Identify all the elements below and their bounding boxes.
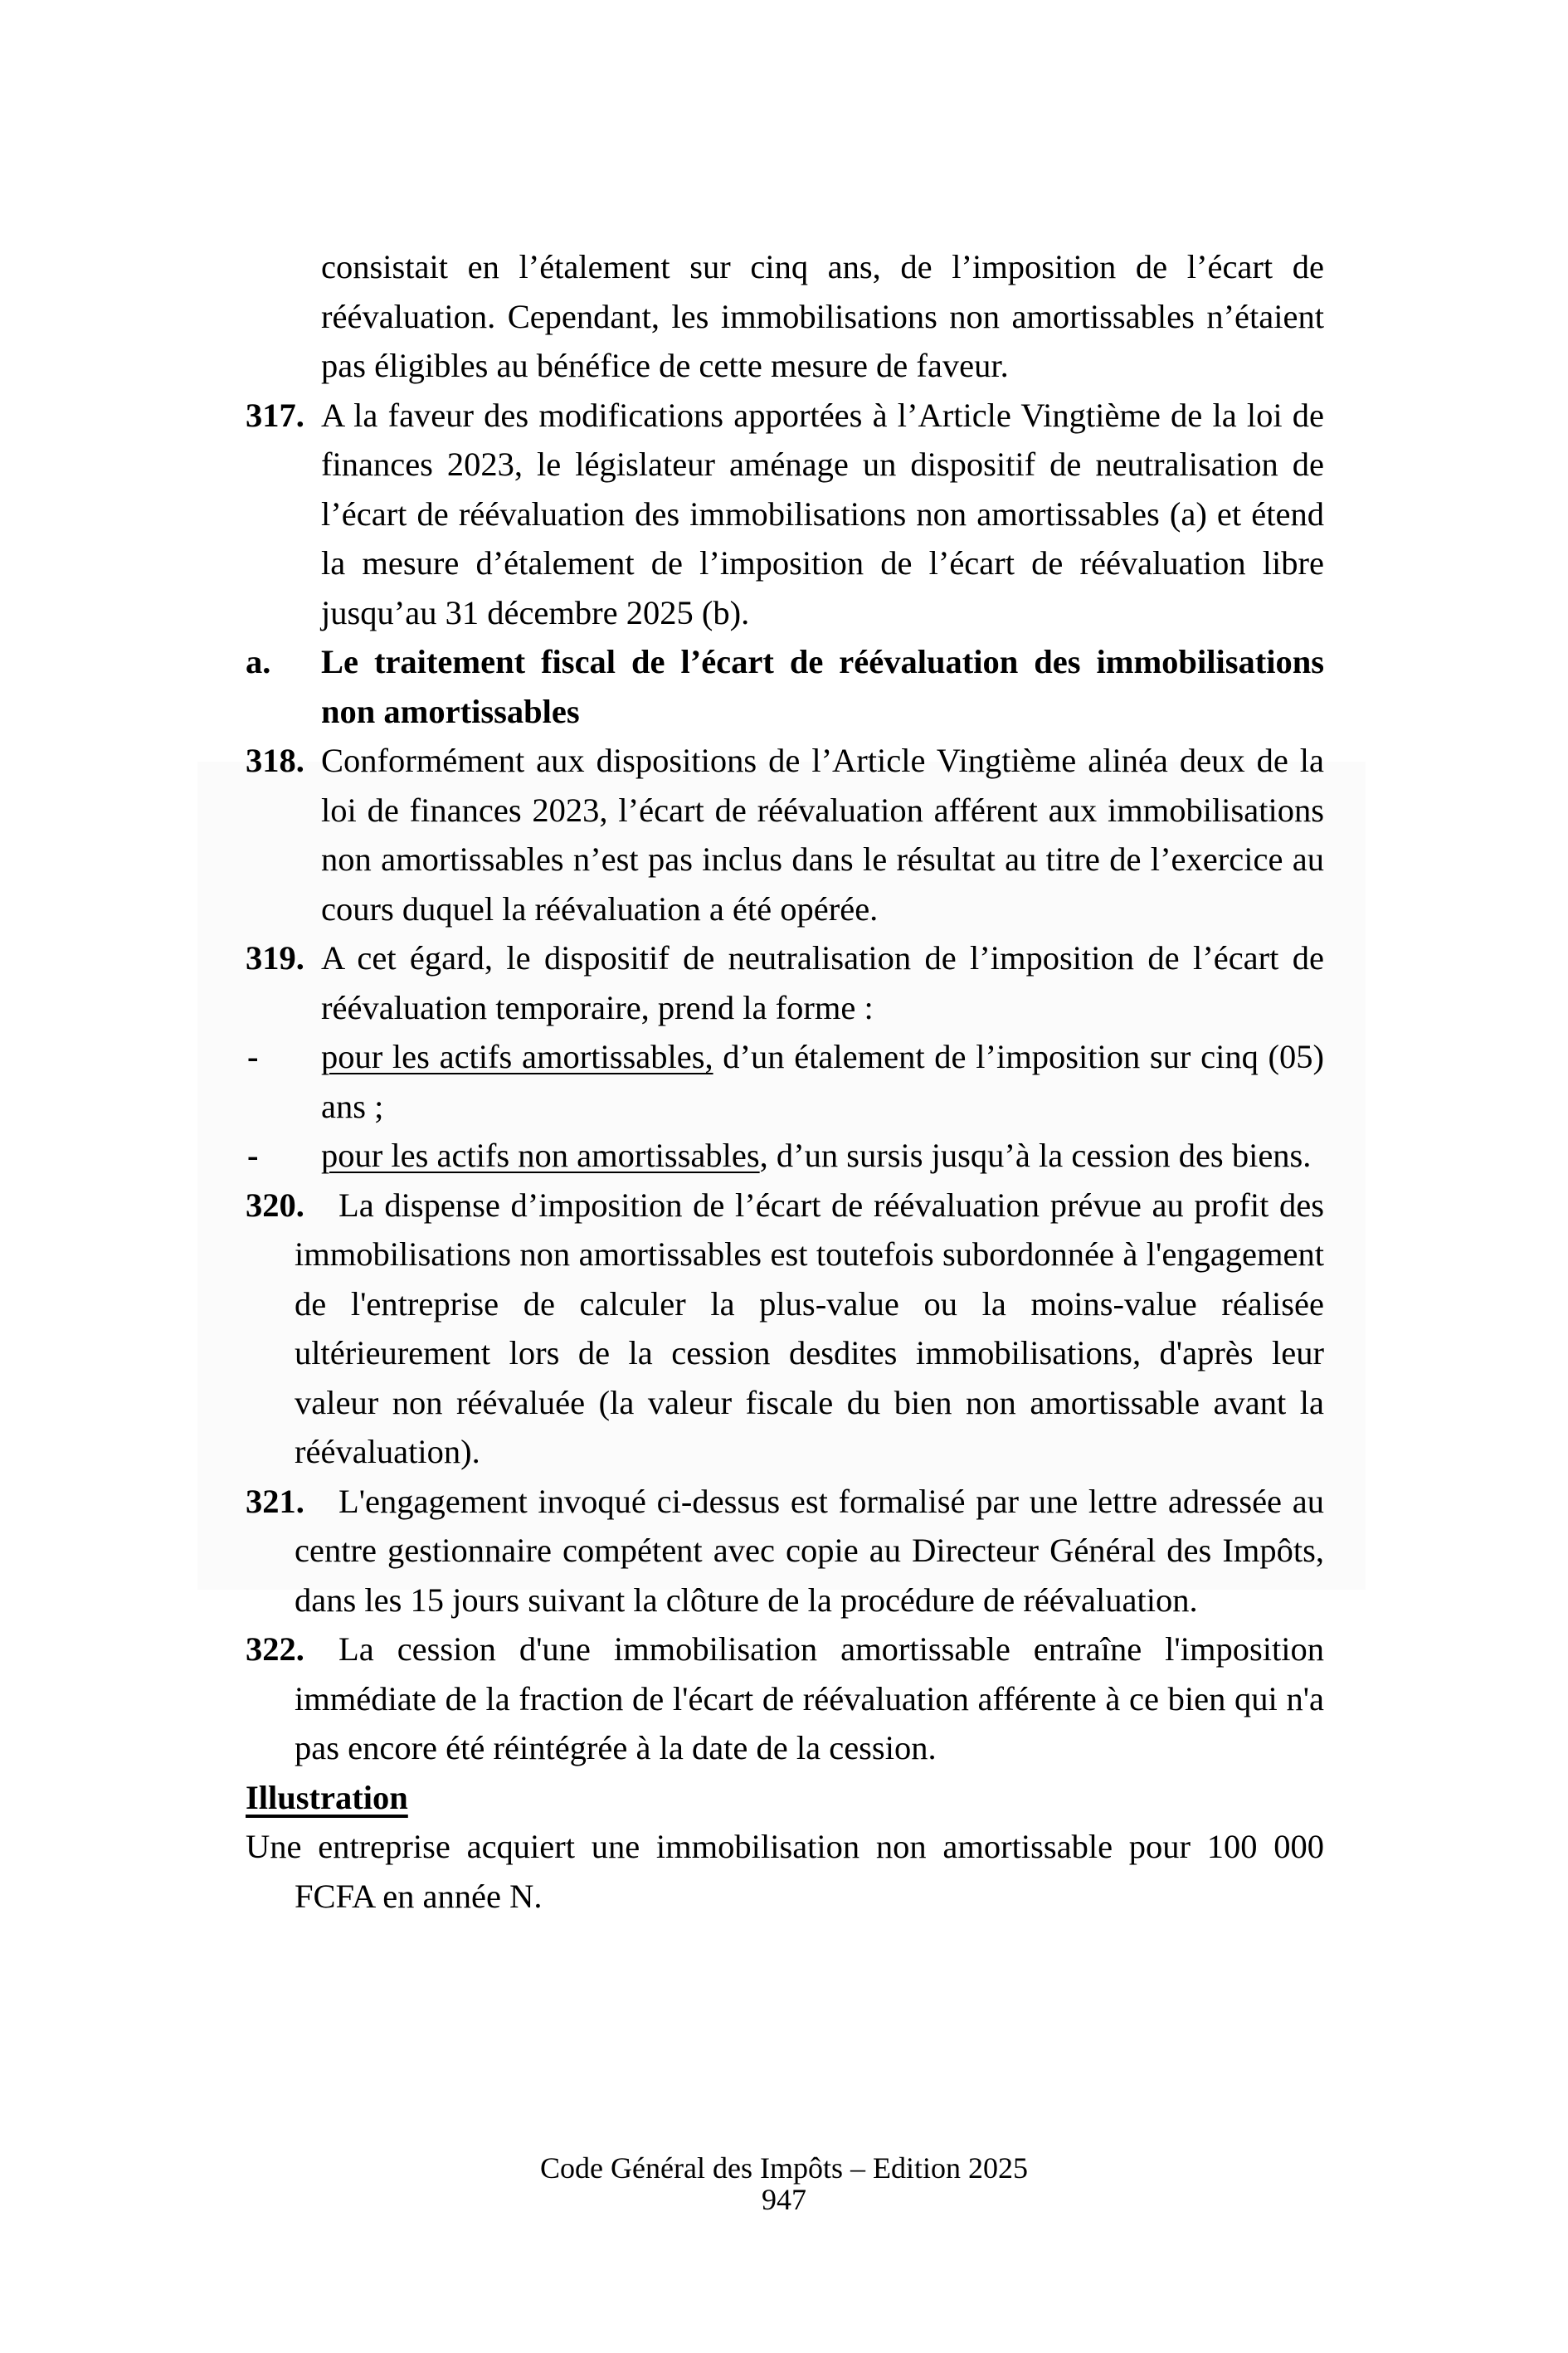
paragraph-text: La dispense d’imposition de l’écart de réévaluation prévue au profit des immobilisations non amortissables est toutefois subordonnée à l'engagement de l'entreprise de calculer la plus-value ou la moins-value réalisée ultérieurement lors de la cession desdites immobilisations, d'après leur valeur non réévaluée (la valeur fiscale du bien non amortissable avant la réévaluation).: [295, 1186, 1324, 1470]
paragraph-318: [246, 736, 1324, 933]
page-footer: [0, 2152, 1568, 2215]
paragraph-text: L'engagement invoqué ci-dessus est formalisé par une lettre adressée au centre gestionnaire compétent avec copie au Directeur Général des Impôts, dans les 15 jours suivant la clôture de la procédure de réévaluation.: [295, 1482, 1324, 1619]
intro-continuation-text: consistait en l’étalement sur cinq ans, de l’imposition de l’écart de réévaluation. Cependant, les immobilisations non amortissables n’étaient pas éligibles au bénéfice de cette mesure de faveur.: [321, 248, 1324, 384]
illustration-text: Une entreprise acquiert une immobilisation non amortissable pour 100 000 FCFA en année N.: [246, 1828, 1324, 1915]
paragraph-320: [246, 1181, 1324, 1477]
illustration-title: Illustration: [246, 1778, 408, 1816]
section-title: Le traitement fiscal de l’écart de réévaluation des immobilisations non amortissables: [321, 643, 1324, 730]
paragraph-text: A cet égard, le dispositif de neutralisation de l’imposition de l’écart de réévaluation temporaire, prend la forme :: [321, 939, 1324, 1026]
illustration-section: [246, 1773, 1324, 1922]
section-letter: a.: [246, 643, 271, 680]
bullet-text: d’un étalement de l’imposition sur cinq (05) ans ;: [321, 1038, 1324, 1125]
paragraph-number: 320.: [246, 1186, 304, 1224]
section-heading-a: [246, 637, 1324, 736]
bullet-underlined-text: pour les actifs amortissables,: [321, 1038, 713, 1075]
document-page: [246, 242, 1324, 1921]
footer-title: Code Général des Impôts – Edition 2025: [540, 2151, 1028, 2185]
paragraph-text: A la faveur des modifications apportées à l’Article Vingtième de la loi de finances 2023, le législateur aménage un dispositif de neutralisation de l’écart de réévaluation des immobilisations non amortissables (a) et étend la mesure d’étalement de l’imposition de l’écart de réévaluation libre jusqu’au 31 décembre 2025 (b).: [321, 396, 1324, 631]
paragraph-number: 319.: [246, 939, 304, 977]
paragraph-number: 317.: [246, 396, 304, 434]
dash-bullet-icon: -: [247, 1038, 259, 1075]
paragraph-number: 321.: [246, 1482, 304, 1520]
paragraph-321: [246, 1477, 1324, 1625]
paragraph-text: La cession d'une immobilisation amortissable entraîne l'imposition immédiate de la fraction de l'écart de réévaluation afférente à ce bien qui n'a pas encore été réintégrée à la date de la cession.: [295, 1630, 1324, 1766]
paragraph-322: [246, 1625, 1324, 1773]
paragraph-317: [246, 391, 1324, 638]
paragraph-319: [246, 933, 1324, 1032]
paragraph-number: 318.: [246, 742, 304, 779]
bullet-text: , d’un sursis jusqu’à la cession des biens.: [759, 1137, 1312, 1174]
paragraph-text: Conformément aux dispositions de l’Article Vingtième alinéa deux de la loi de finances 2023, l’écart de réévaluation afférent aux immobilisations non amortissables n’est pas inclus dans le résultat au titre de l’exercice au cours duquel la réévaluation a été opérée.: [321, 742, 1324, 928]
intro-continuation: [246, 242, 1324, 391]
paragraph-number: 322.: [246, 1630, 304, 1668]
dash-bullet-icon: -: [247, 1137, 259, 1174]
bullet-item: [246, 1131, 1324, 1181]
bullet-item: [246, 1032, 1324, 1131]
page-number: 947: [762, 2183, 806, 2216]
bullet-underlined-text: pour les actifs non amortissables: [321, 1137, 760, 1174]
